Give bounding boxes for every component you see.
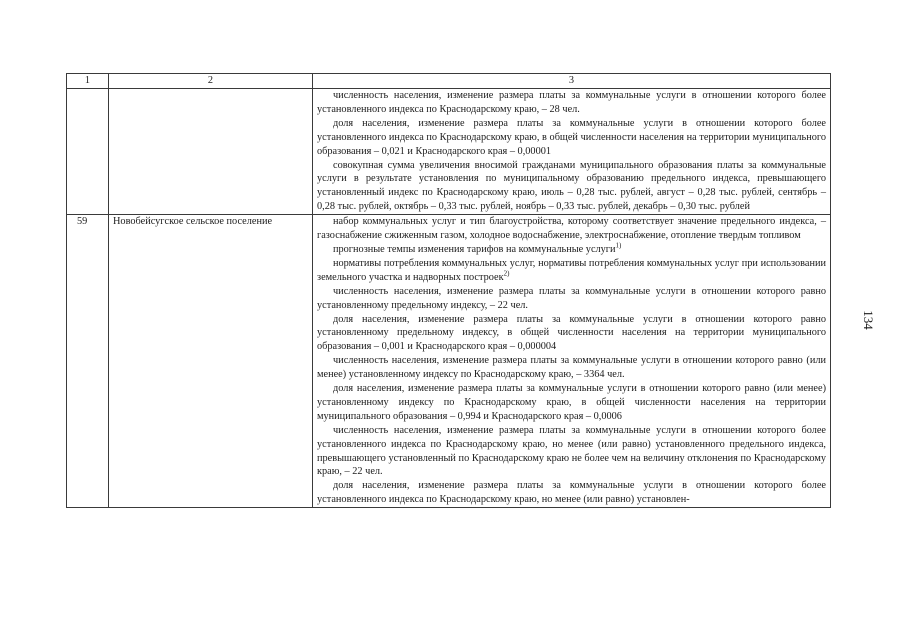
row-number-cell [67,89,109,215]
footnote-ref: 1) [615,241,622,250]
header-col-3: 3 [313,74,831,89]
indices-table [66,73,831,508]
municipality-cell: Новобейсугское сельское поселение [109,215,313,508]
table-row-59 [67,215,831,508]
paragraph [317,243,826,257]
paragraph: доля населения, изменение размера платы за коммунальные услуги в отношении которого равно (или менее) установленному индексу по Краснодарскому краю, в общей численности населения на территории муниципального образования – 0,994 и Краснодарского края – 0,0006 [317,383,826,422]
row-number-cell: 59 [67,215,109,508]
details-cell [313,215,831,508]
header-col-1: 1 [67,74,109,89]
paragraph: доля населения, изменение размера платы за коммунальные услуги в отношении которого более установленного индекса по Краснодарскому краю, но менее (или равно) установлен- [317,480,826,506]
paragraph [317,257,826,285]
table-row-continued [67,89,831,215]
page-number: 134 [861,310,876,330]
paragraph-text: нормативы потребления коммунальных услуг, нормативы потребления коммунальных услуг при использовании земельного участка и надворных построек [317,257,826,283]
paragraph: доля населения, изменение размера платы за коммунальные услуги в отношении которого более установленного индекса по Краснодарскому краю, в общей численности населения на территории муниципального образования – 0,021 и Краснодарского края – 0,00001 [317,117,826,157]
details-cell [313,89,831,215]
table-header-row [67,74,831,89]
paragraph: совокупная сумма увеличения вносимой гражданами муниципального образования платы за коммунальные услуги в результате установления по муниципальному образованию предельного индекса, превышающего установленный индекс по Краснодарскому краю, июль – 0,28 тыс. рублей, август – 0,28 тыс. рублей, сентябрь – 0,28 тыс. рублей, октябрь – 0,33 тыс. рублей, ноябрь – 0,33 тыс. рублей, декабрь – 0,30 тыс. рублей [317,159,826,213]
footnote-ref: 2) [503,269,510,278]
paragraph-text: прогнозные темпы изменения тарифов на коммунальные услуги [333,243,616,255]
paragraph: набор коммунальных услуг и тип благоустройства, которому соответствует значение предельного индекса, – газоснабжение сжиженным газом, холодное водоснабжение, электроснабжение, отопление твердым топливом [317,216,826,242]
paragraph: доля населения, изменение размера платы за коммунальные услуги в отношении которого равно установленному предельному индексу, в общей численности населения на территории муниципального образования – 0,001 и Краснодарского края – 0,000004 [317,313,826,353]
paragraph: численность населения, изменение размера платы за коммунальные услуги в отношении которого равно (или менее) установленному индексу по Краснодарскому краю, – 3364 чел. [317,355,826,381]
paragraph: численность населения, изменение размера платы за коммунальные услуги в отношении которого более установленного индекса по Краснодарскому краю, но менее (или равно) установленного предельного индекса, превышающего установленный по Краснодарскому краю не более чем на величину отклонения по Краснодарскому краю, – 22 чел. [317,424,826,478]
paragraph: численность населения, изменение размера платы за коммунальные услуги в отношении которого равно установленному предельному индексу, – 22 чел. [317,285,826,311]
municipality-cell [109,89,313,215]
paragraph: численность населения, изменение размера платы за коммунальные услуги в отношении которого более установленного индекса по Краснодарскому краю, – 28 чел. [317,90,826,115]
header-col-2: 2 [109,74,313,89]
